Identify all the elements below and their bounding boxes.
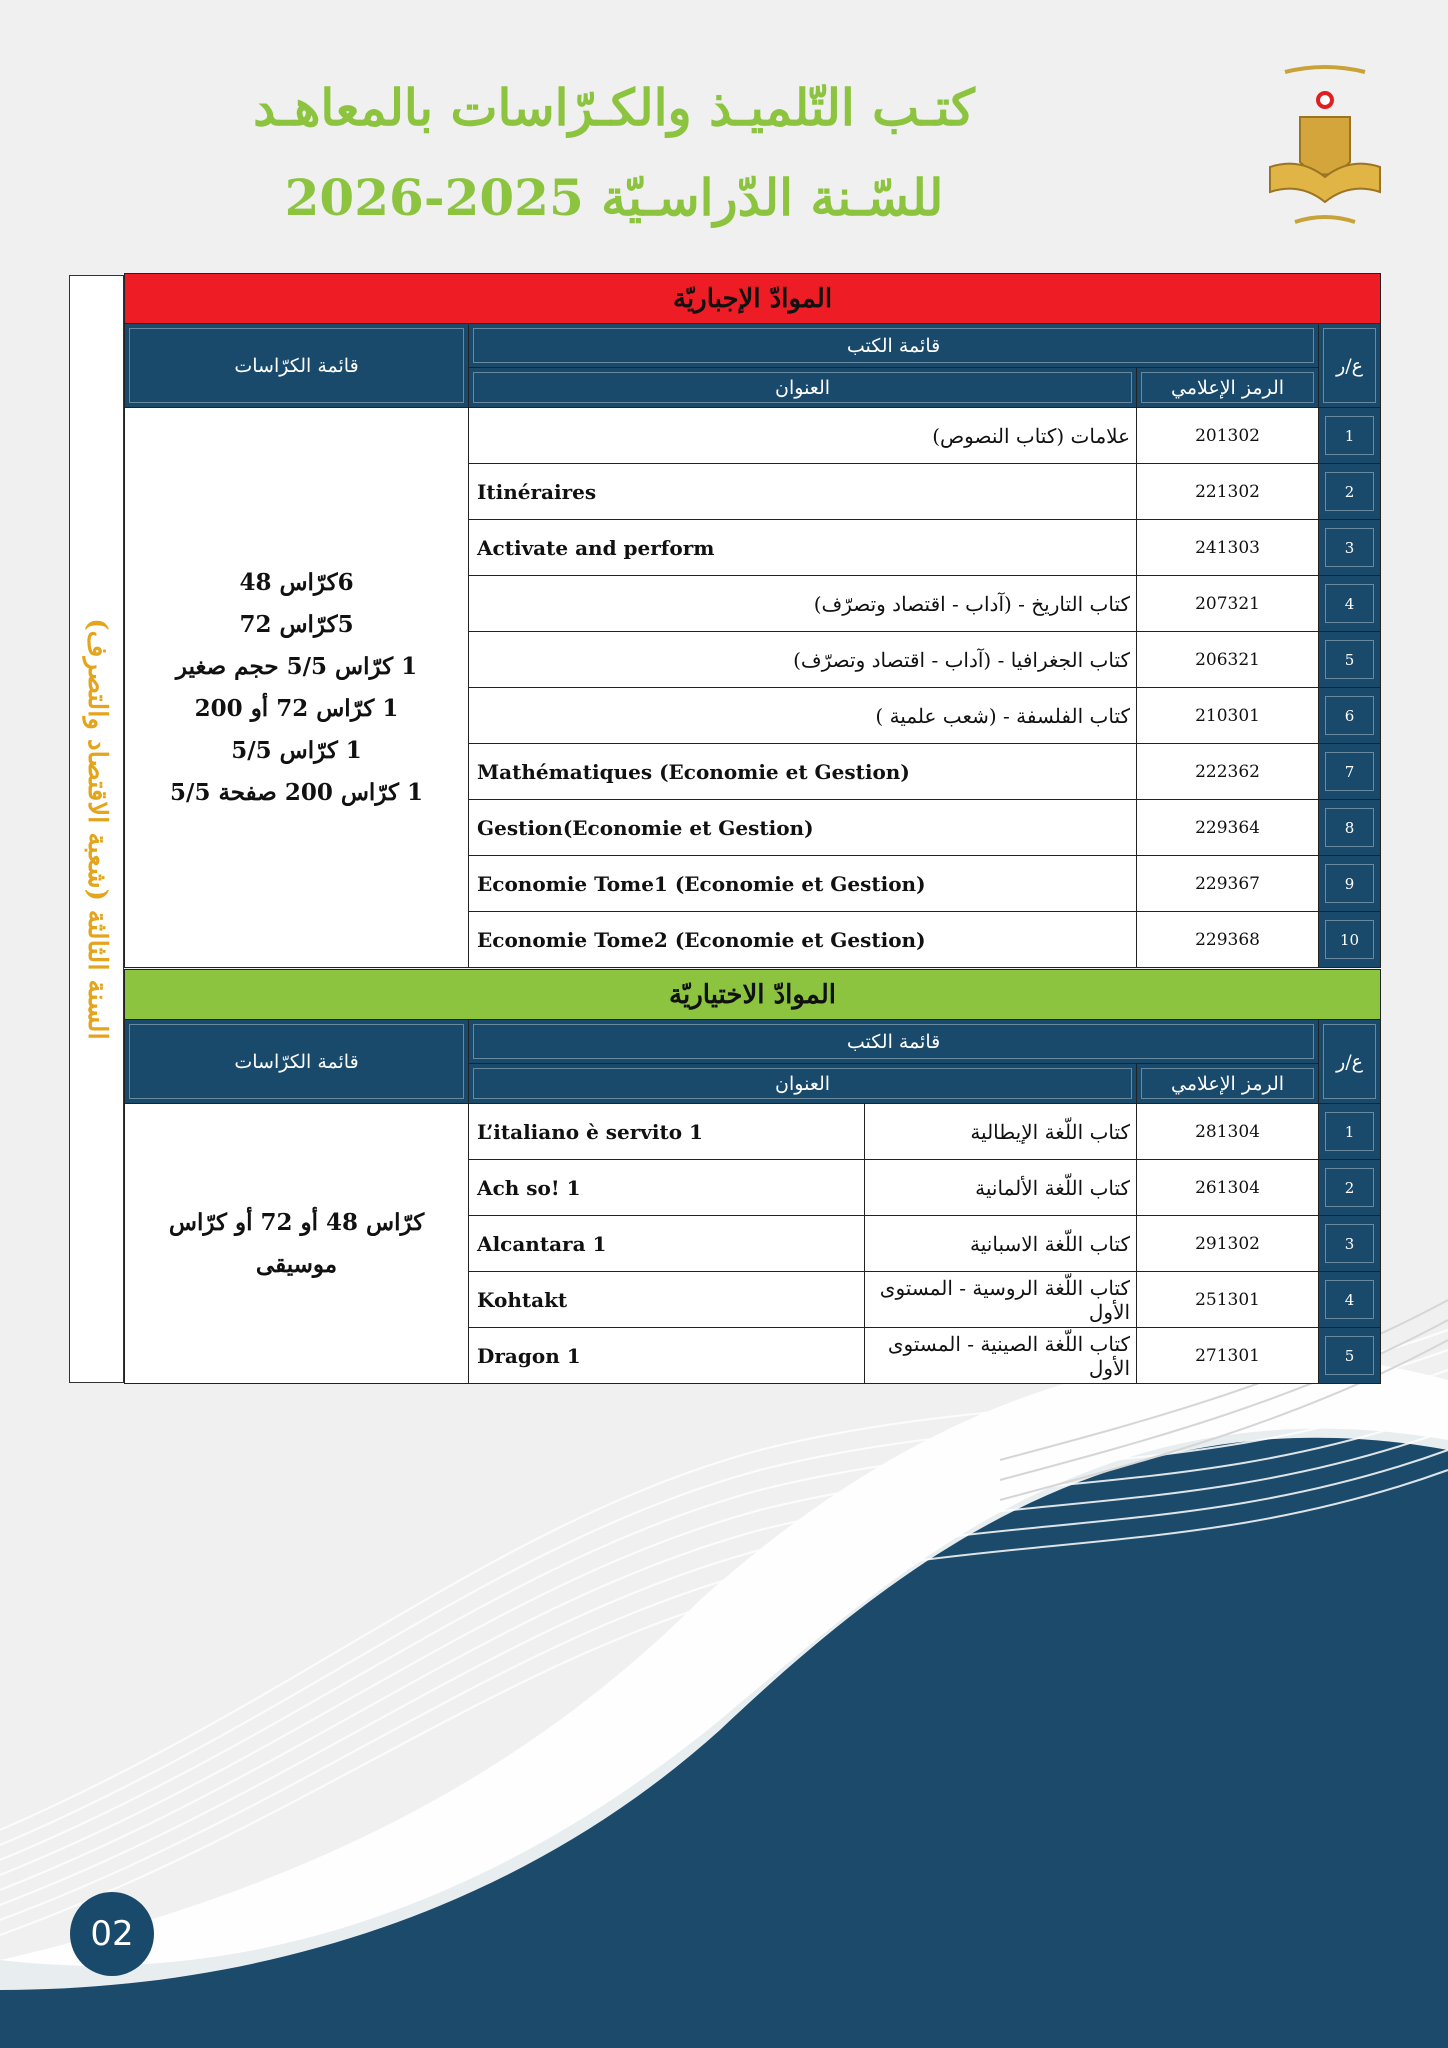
page-title: كتـب التّلميـذ والكـرّاسات بالمعاهـد: [253, 78, 975, 137]
row-number: 2: [1319, 464, 1381, 520]
code-header: الرمز الإعلامي: [1137, 368, 1319, 408]
book-title: علامات (كتاب النصوص): [469, 408, 1137, 464]
table-row: [125, 408, 1381, 464]
row-number: 8: [1319, 800, 1381, 856]
book-title: Activate and perform: [469, 520, 1137, 576]
row-number: 7: [1319, 744, 1381, 800]
book-title-arabic: كتاب اللّغة الصينية - المستوى الأول: [865, 1328, 1137, 1384]
code-header: الرمز الإعلامي: [1137, 1064, 1319, 1104]
notebook-item: 6كرّاس 48: [239, 568, 354, 596]
row-number: 1: [1319, 1104, 1381, 1160]
notebooks-header: قائمة الكرّاسات: [125, 1020, 469, 1104]
ministry-emblem-logo: [1265, 62, 1385, 237]
book-title: Mathématiques (Economie et Gestion): [469, 744, 1137, 800]
book-title-arabic: كتاب اللّغة الروسية - المستوى الأول: [865, 1272, 1137, 1328]
book-code: 229368: [1137, 912, 1319, 968]
notebooks-header: قائمة الكرّاسات: [125, 324, 469, 408]
book-code: 229367: [1137, 856, 1319, 912]
book-code: 207321: [1137, 576, 1319, 632]
book-title-arabic: كتاب اللّغة الألمانية: [865, 1160, 1137, 1216]
book-title-foreign: L’italiano è servito 1: [469, 1104, 865, 1160]
notebook-item: 1 كرّاس 72 أو 200: [194, 694, 399, 722]
books-header: قائمة الكتب: [469, 1020, 1319, 1064]
book-title-arabic: كتاب اللّغة الإيطالية: [865, 1104, 1137, 1160]
row-number: 3: [1319, 520, 1381, 576]
row-number: 6: [1319, 688, 1381, 744]
book-code: 229364: [1137, 800, 1319, 856]
table-row: [125, 1104, 1381, 1160]
row-number: 1: [1319, 408, 1381, 464]
book-code: 261304: [1137, 1160, 1319, 1216]
row-number: 9: [1319, 856, 1381, 912]
book-title-foreign: Alcantara 1: [469, 1216, 865, 1272]
book-code: 241303: [1137, 520, 1319, 576]
book-title-foreign: Dragon 1: [469, 1328, 865, 1384]
row-number: 5: [1319, 1328, 1381, 1384]
book-title-foreign: Kohtakt: [469, 1272, 865, 1328]
optional-band-title: الموادّ الاختياريّة: [125, 970, 1381, 1020]
book-title: Economie Tome2 (Economie et Gestion): [469, 912, 1137, 968]
notebook-item: 1 كرّاس 5/5: [231, 736, 362, 764]
book-title: Itinéraires: [469, 464, 1137, 520]
page-number: 02: [70, 1892, 154, 1976]
row-number: 4: [1319, 576, 1381, 632]
row-number: 10: [1319, 912, 1381, 968]
book-title: كتاب الجغرافيا - (آداب - اقتصاد وتصرّف): [469, 632, 1137, 688]
class-section-label: السنة الثالثة (شعبة الاقتصاد والتصرف): [81, 618, 112, 1040]
book-code: 222362: [1137, 744, 1319, 800]
title-header: العنوان: [469, 1064, 1137, 1104]
class-side-label: [69, 275, 124, 1383]
books-header: قائمة الكتب: [469, 324, 1319, 368]
page-subtitle-year: للسّـنة الدّراسـيّة 2025-2026: [284, 168, 944, 227]
notebook-item: 1 كرّاس 5/5 حجم صغير: [175, 652, 418, 680]
book-title: كتاب الفلسفة - (شعب علمية ): [469, 688, 1137, 744]
book-title: Gestion(Economie et Gestion): [469, 800, 1137, 856]
book-title: Economie Tome1 (Economie et Gestion): [469, 856, 1137, 912]
mandatory-notebooks-list: [125, 408, 469, 968]
book-title-arabic: كتاب اللّغة الاسبانية: [865, 1216, 1137, 1272]
optional-notebooks: كرّاس 48 أو 72 أو كرّاس موسيقى: [125, 1104, 469, 1384]
notebook-item: 1 كرّاس 200 صفحة 5/5: [170, 778, 423, 806]
book-code: 251301: [1137, 1272, 1319, 1328]
row-number: 4: [1319, 1272, 1381, 1328]
book-code: 271301: [1137, 1328, 1319, 1384]
mandatory-band-title: الموادّ الإجباريّة: [125, 274, 1381, 324]
row-number: 2: [1319, 1160, 1381, 1216]
row-number: 3: [1319, 1216, 1381, 1272]
book-code: 291302: [1137, 1216, 1319, 1272]
book-code: 221302: [1137, 464, 1319, 520]
book-title: كتاب التاريخ - (آداب - اقتصاد وتصرّف): [469, 576, 1137, 632]
num-header: ع/ر: [1319, 324, 1381, 408]
book-code: 201302: [1137, 408, 1319, 464]
row-number: 5: [1319, 632, 1381, 688]
book-code: 206321: [1137, 632, 1319, 688]
num-header: ع/ر: [1319, 1020, 1381, 1104]
mandatory-subjects-table: [124, 273, 1381, 968]
notebook-item: 5كرّاس 72: [239, 610, 354, 638]
title-header: العنوان: [469, 368, 1137, 408]
book-code: 210301: [1137, 688, 1319, 744]
optional-subjects-table: [124, 969, 1381, 1384]
book-code: 281304: [1137, 1104, 1319, 1160]
book-title-foreign: Ach so! 1: [469, 1160, 865, 1216]
